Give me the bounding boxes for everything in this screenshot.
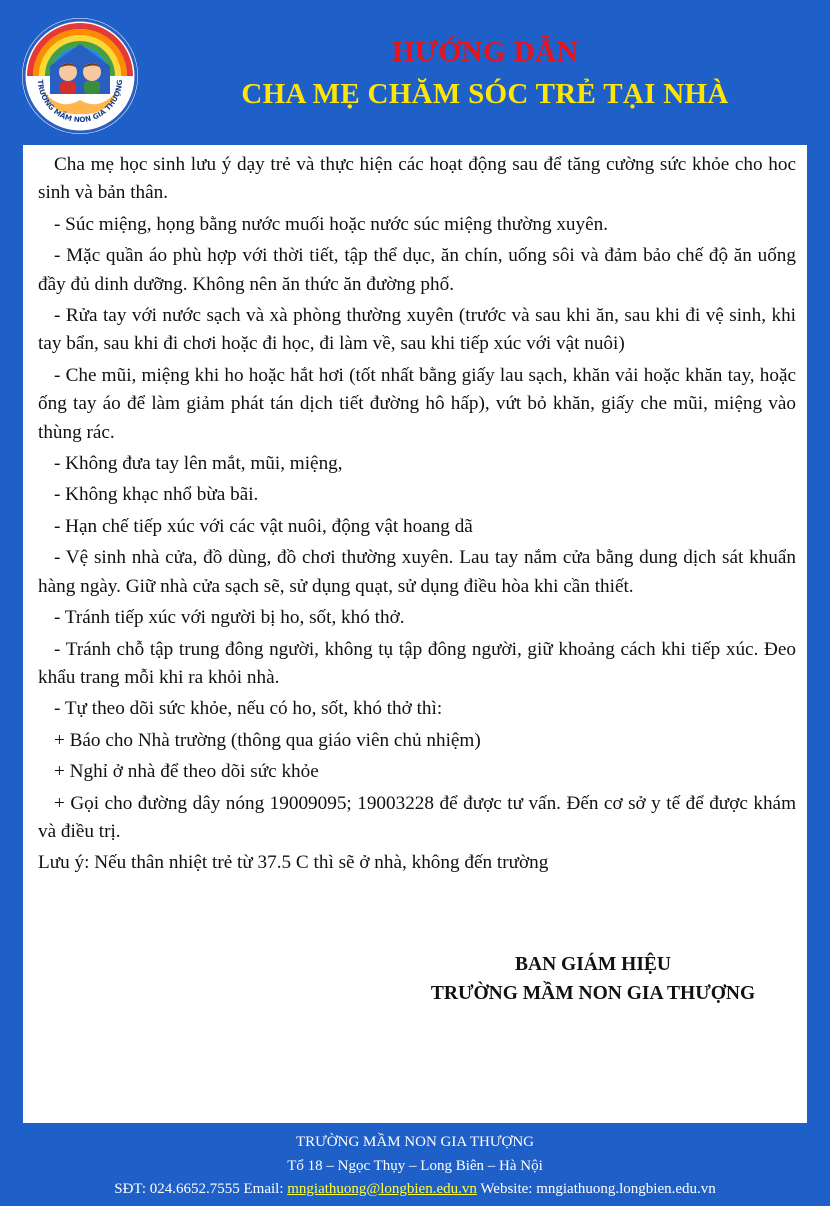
footer-phone: SĐT: 024.6652.7555 Email: <box>114 1181 288 1197</box>
instruction-item: - Tự theo dõi sức khỏe, nếu có ho, sốt, khó thở thì: <box>54 698 443 720</box>
instruction-item: - Hạn chế tiếp xúc với các vật nuôi, động vật hoang dã <box>54 515 473 537</box>
instruction-item: - Tránh tiếp xúc với người bị ho, sốt, khó thở. <box>54 607 405 629</box>
signature-line-1: BAN GIÁM HIỆU <box>514 954 671 975</box>
note-paragraph: Lưu ý: Nếu thân nhiệt trẻ từ 37.5 C thì sẽ ở nhà, không đến trường <box>38 852 549 874</box>
page-title: HƯỚNG DẪN <box>391 36 579 68</box>
sub-instruction-item: + Gọi cho đường dây nóng 19009095; 19003228 để được tư vấn. Đến cơ sở y tế để được khám và điều trị. <box>38 792 796 842</box>
email-link[interactable]: mngiathuong@longbien.edu.vn <box>287 1181 477 1197</box>
signature-line-2: TRƯỜNG MẦM NON GIA THƯỢNG <box>430 983 756 1004</box>
instruction-list <box>38 151 796 881</box>
school-logo-icon <box>20 16 140 136</box>
instruction-item: - Không đưa tay lên mắt, mũi, miệng, <box>54 453 343 475</box>
instruction-item: - Mặc quần áo phù hợp với thời tiết, tập thể dục, ăn chín, uống sôi và đảm bảo chế độ ăn uống đầy đủ dinh dưỡng. Không nên ăn thức ăn đường phố. <box>38 245 796 295</box>
signature-block <box>373 950 813 1008</box>
footer-contact <box>0 1178 830 1202</box>
header <box>0 0 830 145</box>
footer-address: Tổ 18 – Ngọc Thụy – Long Biên – Hà Nội <box>287 1157 543 1174</box>
svg-text:TRƯỜNG MẦM NON GIA THƯỢNG: TRƯỜNG MẦM NON GIA THƯỢNG <box>35 79 125 125</box>
instruction-item: - Súc miệng, họng bằng nước muối hoặc nước súc miệng thường xuyên. <box>54 213 609 235</box>
instruction-item: - Tránh chỗ tập trung đông người, không tụ tập đông người, giữ khoảng cách khi tiếp xúc. Đeo khẩu trang mỗi khi ra khỏi nhà. <box>38 638 796 688</box>
instruction-item: - Không khạc nhổ bừa bãi. <box>54 484 259 506</box>
footer-website-label: Website: <box>476 1181 537 1197</box>
instruction-item: - Che mũi, miệng khi ho hoặc hắt hơi (tốt nhất bằng giấy lau sạch, khăn vải hoặc khăn tay, hoặc ống tay áo để làm giảm phát tán dịch tiết đường hô hấp), vứt bỏ khăn, giấy che mũi, miệng vào thùng rác. <box>38 364 796 443</box>
footer-website[interactable]: mngiathuong.longbien.edu.vn <box>536 1181 716 1197</box>
sub-instruction-item: + Báo cho Nhà trường (thông qua giáo viên chủ nhiệm) <box>54 729 481 751</box>
intro-paragraph: Cha mẹ học sinh lưu ý dạy trẻ và thực hiện các hoạt động sau để tăng cường sức khỏe cho hoc sinh và bản thân. <box>38 154 796 204</box>
footer-school-name: TRƯỜNG MẦM NON GIA THƯỢNG <box>295 1134 534 1150</box>
content-panel <box>23 145 807 1123</box>
sub-instruction-item: + Nghỉ ở nhà để theo dõi sức khỏe <box>54 761 319 783</box>
page-subtitle: CHA MẸ CHĂM SÓC TRẺ TẠI NHÀ <box>241 78 729 110</box>
instruction-item: - Rửa tay với nước sạch và xà phòng thường xuyên (trước và sau khi ăn, sau khi đi vệ sinh, khi tay bẩn, sau khi đi chơi hoặc đi học, đi làm về, sau khi tiếp xúc với vật nuôi) <box>38 305 796 355</box>
instruction-item: - Vệ sinh nhà cửa, đồ dùng, đồ chơi thường xuyên. Lau tay nắm cửa bằng dung dịch sát khuẩn hàng ngày. Giữ nhà cửa sạch sẽ, sử dụng quạt, sử dụng điều hòa khi cần thiết. <box>38 547 796 597</box>
footer <box>0 1125 830 1206</box>
